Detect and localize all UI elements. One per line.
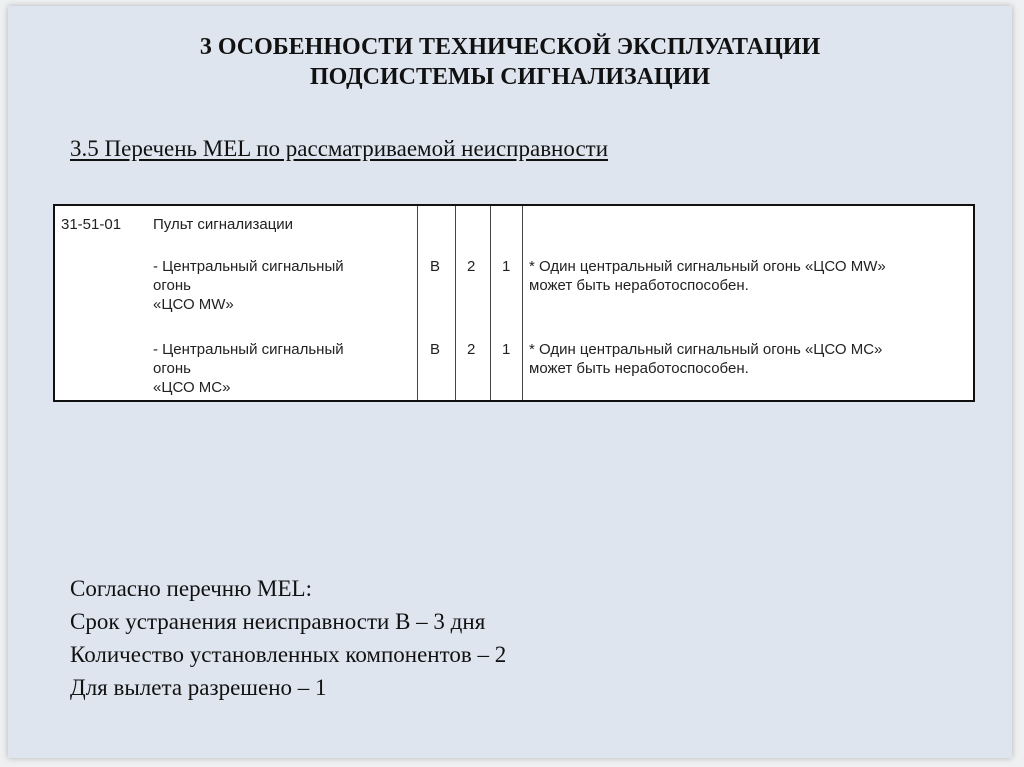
row1-remark-line1: * Один центральный сигнальный огонь «ЦСО MW» — [529, 258, 886, 275]
notes-line-4: Для вылета разрешено – 1 — [70, 675, 327, 700]
title-line-1: 3 ОСОБЕННОСТИ ТЕХНИЧЕСКОЙ ЭКСПЛУАТАЦИИ — [199, 34, 821, 60]
row2-name-line3: «ЦСО MC» — [153, 379, 231, 396]
notes-line-3: Количество установленных компонентов – 2 — [70, 642, 507, 667]
ata-code: 31-51-01 — [61, 216, 122, 233]
row1-remark-line2: может быть неработоспособен. — [529, 277, 749, 294]
mel-table — [53, 204, 975, 402]
row1-required: 1 — [502, 258, 511, 275]
row1-name-line2: огонь — [153, 277, 191, 294]
item-title: Пульт сигнализации — [153, 216, 294, 233]
title-line-2: ПОДСИСТЕМЫ СИГНАЛИЗАЦИИ — [309, 64, 711, 90]
row2-category: B — [430, 341, 441, 358]
mel-notes — [70, 572, 506, 704]
slide-title — [8, 32, 1012, 92]
column-divider — [455, 206, 456, 400]
row2-name-line2: огонь — [153, 360, 191, 377]
column-divider — [417, 206, 418, 400]
row1-installed: 2 — [467, 258, 476, 275]
notes-line-1: Согласно перечню MEL: — [70, 576, 312, 601]
section-subtitle: 3.5 Перечень MEL по рассматриваемой неисправности — [70, 136, 609, 161]
row1-name-line3: «ЦСО MW» — [153, 296, 234, 313]
row2-name-line1: - Центральный сигнальный — [153, 341, 344, 358]
row1-name-line1: - Центральный сигнальный — [153, 258, 344, 275]
row2-installed: 2 — [467, 341, 476, 358]
row2-remark-line1: * Один центральный сигнальный огонь «ЦСО MC» — [529, 341, 883, 358]
column-divider — [490, 206, 491, 400]
row2-required: 1 — [502, 341, 511, 358]
row2-remark-line2: может быть неработоспособен. — [529, 360, 749, 377]
column-divider — [522, 206, 523, 400]
row1-category: B — [430, 258, 441, 275]
slide — [8, 6, 1012, 758]
notes-line-2: Срок устранения неисправности В – 3 дня — [70, 609, 486, 634]
